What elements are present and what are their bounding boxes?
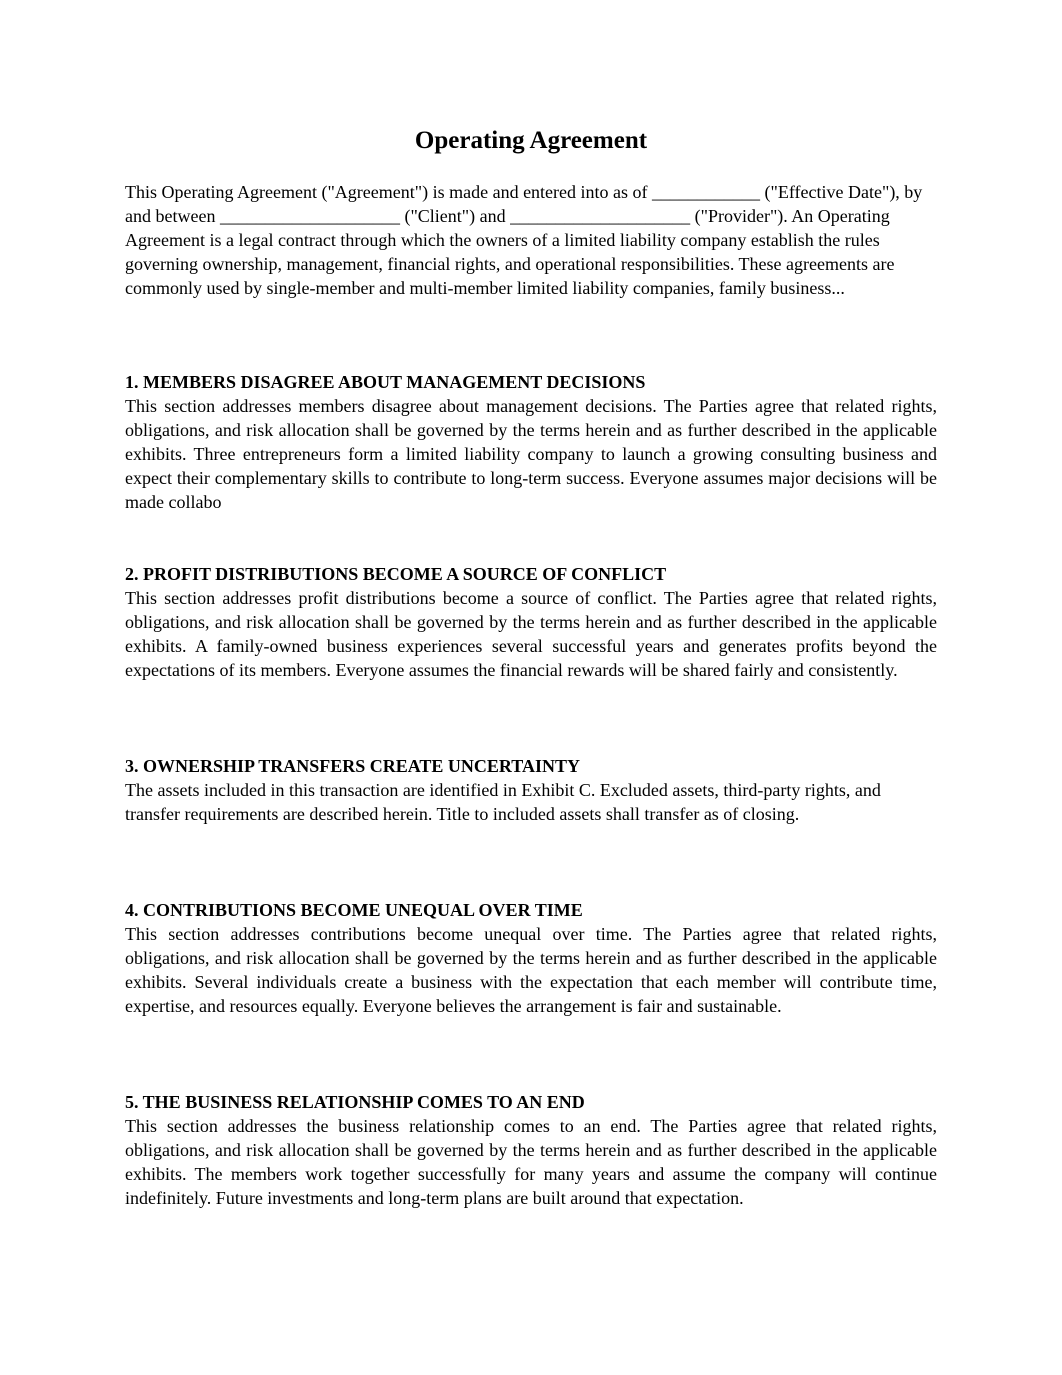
section-body: The assets included in this transaction are identified in Exhibit C. Excluded assets, third-party rights, and transfer requirements are described herein. Title to included assets shall transfer as of closing. bbox=[125, 780, 881, 824]
section-3 bbox=[125, 754, 937, 826]
section-heading: 1. MEMBERS DISAGREE ABOUT MANAGEMENT DECISIONS bbox=[125, 372, 646, 392]
section-1 bbox=[125, 370, 937, 514]
section-heading: 5. THE BUSINESS RELATIONSHIP COMES TO AN END bbox=[125, 1092, 585, 1112]
section-2 bbox=[125, 562, 937, 682]
section-body: This section addresses contributions become unequal over time. The Parties agree that related rights, obligations, and risk allocation shall be governed by the terms herein and as further described in the applicable exhibits. Several individuals create a business with the expectation that each member will contribute time, expertise, and resources equally. Everyone believes the arrangement is fair and sustainable. bbox=[125, 924, 937, 1016]
section-heading: 3. OWNERSHIP TRANSFERS CREATE UNCERTAINTY bbox=[125, 756, 580, 776]
section-heading: 4. CONTRIBUTIONS BECOME UNEQUAL OVER TIME bbox=[125, 900, 583, 920]
section-5 bbox=[125, 1090, 937, 1210]
section-body: This section addresses the business relationship comes to an end. The Parties agree that related rights, obligations, and risk allocation shall be governed by the terms herein and as further described in the applicable exhibits. The members work together successfully for many years and assume the company will continue indefinitely. Future investments and long-term plans are built around that expectation. bbox=[125, 1116, 937, 1208]
section-heading: 2. PROFIT DISTRIBUTIONS BECOME A SOURCE OF CONFLICT bbox=[125, 564, 667, 584]
section-4 bbox=[125, 898, 937, 1018]
document-title: Operating Agreement bbox=[414, 127, 648, 154]
intro-paragraph: This Operating Agreement ("Agreement") is made and entered into as of ____________ ("Effective Date"), by and between ____________________ ("Client") and ____________________ ("Provider"). An Operating Agreement is a legal contract through which the owners of a limited liability company establish the rules governing ownership, management, financial rights, and operational responsibilities. These agreements are commonly used by single-member and multi-member limited liability companies, family business... bbox=[125, 182, 923, 298]
section-body: This section addresses profit distributions become a source of conflict. The Parties agree that related rights, obligations, and risk allocation shall be governed by the terms herein and as further described in the applicable exhibits. A family-owned business experiences several successful years and generates profits beyond the expectations of its members. Everyone assumes the financial rewards will be shared fairly and consistently. bbox=[125, 588, 937, 680]
section-body: This section addresses members disagree about management decisions. The Parties agree that related rights, obligations, and risk allocation shall be governed by the terms herein and as further described in the applicable exhibits. Three entrepreneurs form a limited liability company to launch a growing consulting business and expect their complementary skills to contribute to long-term success. Everyone assumes major decisions will be made collabo bbox=[125, 396, 937, 512]
